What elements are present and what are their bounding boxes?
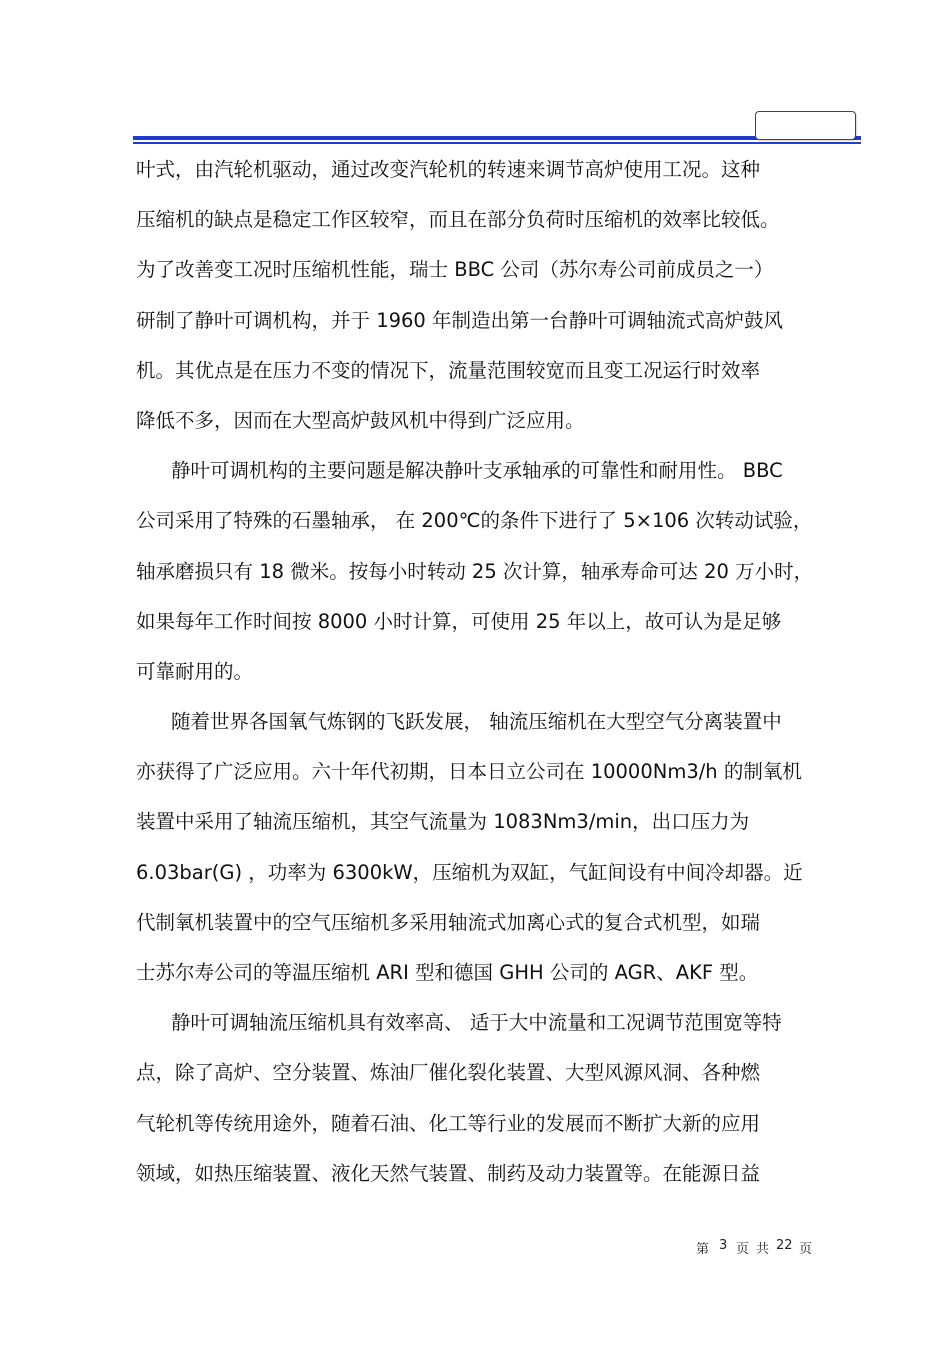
body-line: 代制氧机装置中的空气压缩机多采用轴流式加离心式的复合式机型，如瑞	[136, 910, 761, 934]
body-line: 士苏尔寿公司的等温压缩机 ARI 型和德国 GHH 公司的 AGR、AKF 型。	[136, 961, 759, 984]
body-line: 随着世界各国氧气炼钢的飞跃发展， 轴流压缩机在大型空气分离装置中	[171, 710, 782, 734]
body-line: 为了改善变工况时压缩机性能，瑞士 BBC 公司（苏尔寿公司前成员之一）	[136, 258, 774, 282]
footer-ye-2: 页	[799, 1242, 813, 1257]
body-line: 领域，如热压缩装置、液化天然气装置、制药及动力装置等。在能源日益	[136, 1161, 761, 1185]
footer-page-number: 3	[719, 1238, 728, 1253]
body-line: 机。其优点是在压力不变的情况下，流量范围较宽而且变工况运行时效率	[136, 358, 761, 382]
body-line: 装置中采用了轴流压缩机，其空气流量为 1083Nm3/min，出口压力为	[136, 810, 750, 834]
header-box	[755, 111, 856, 140]
header-rule-thin	[133, 142, 861, 144]
document-body	[136, 145, 876, 1199]
body-line: 可靠耐用的。	[136, 659, 254, 683]
body-line: 叶式，由汽轮机驱动，通过改变汽轮机的转速来调节高炉使用工况。这种	[136, 158, 761, 181]
body-line: 气轮机等传统用途外，随着石油、化工等行业的发展而不断扩大新的应用	[136, 1111, 761, 1135]
header-rule-thick	[133, 136, 861, 140]
footer-total-pages: 22	[776, 1238, 793, 1253]
header-rule	[133, 136, 861, 144]
body-line: 6.03bar(G) ，功率为 6300kW，压缩机为双缸，气缸间设有中间冷却器。近	[136, 860, 803, 884]
body-line: 降低不多，因而在大型高炉鼓风机中得到广泛应用。	[136, 408, 585, 432]
body-line: 点，除了高炉、空分装置、炼油厂催化裂化装置、大型风源风洞、各种燃	[136, 1061, 761, 1085]
body-line: 静叶可调机构的主要问题是解决静叶支承轴承的可靠性和耐用性。 BBC	[171, 459, 783, 483]
body-line: 研制了静叶可调机构，并于 1960 年制造出第一台静叶可调轴流式高炉鼓风	[136, 308, 784, 332]
footer-gong: 共	[756, 1242, 770, 1257]
body-line: 轴承磨损只有 18 微米。按每小时转动 25 次计算，轴承寿命可达 20 万小时，	[136, 559, 814, 583]
footer-di: 第	[696, 1242, 710, 1257]
body-line: 如果每年工作时间按 8000 小时计算，可使用 25 年以上，故可认为是足够	[136, 609, 782, 633]
body-line: 亦获得了广泛应用。六十年代初期，日本日立公司在 10000Nm3/h 的制氧机	[136, 760, 802, 784]
footer-ye: 页	[736, 1242, 750, 1257]
body-line: 压缩机的缺点是稳定工作区较窄，而且在部分负荷时压缩机的效率比较低。	[136, 208, 780, 232]
body-line: 公司采用了特殊的石墨轴承， 在 200℃的条件下进行了 5×106 次转动试验，	[136, 509, 813, 533]
body-line: 静叶可调轴流压缩机具有效率高、 适于大中流量和工况调节范围宽等特	[171, 1011, 782, 1035]
